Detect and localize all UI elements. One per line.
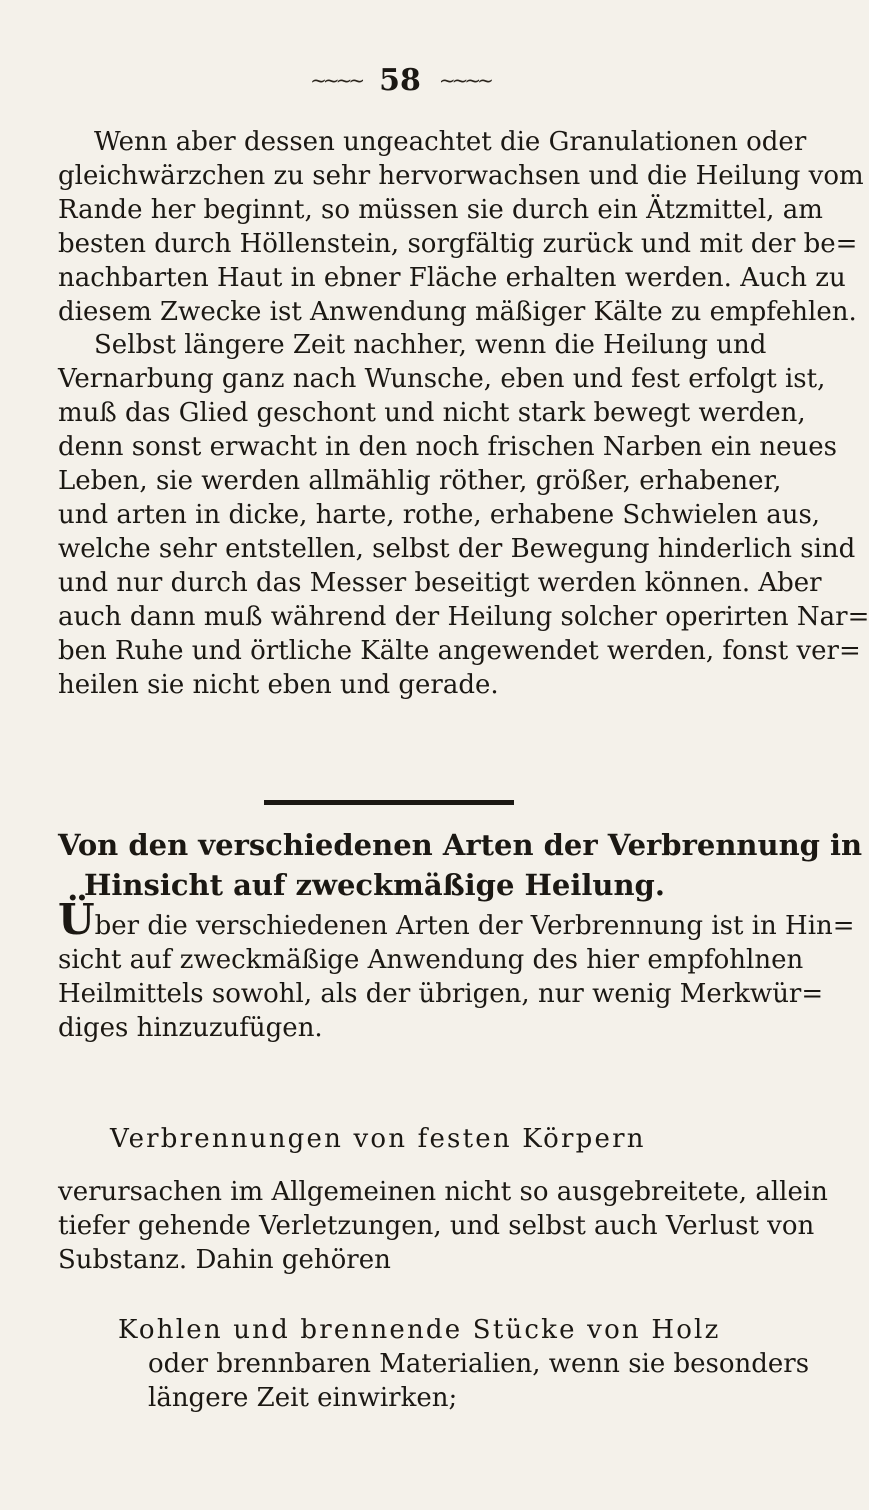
text-line: sicht auf zweckmäßige Anwendung des hier empfohlnen — [58, 944, 804, 975]
text-line: Leben, sie werden allmählig röther, größer, erhabener, — [58, 466, 782, 497]
paragraph-granulations — [58, 126, 869, 702]
text-line: und arten in dicke, harte, rothe, erhabene Schwielen aus, — [58, 499, 821, 530]
text-line: und nur durch das Messer beseitigt werden können. Aber — [58, 567, 822, 598]
heading-line-1: Von den verschiedenen Arten der Verbrennung in — [58, 828, 863, 862]
ornament-right: ~~~~ — [438, 68, 490, 92]
text-line: Heilmittels sowohl, als der übrigen, nur wenig Merkwür= — [58, 978, 824, 1009]
text-line: ben Ruhe und örtliche Kälte angewendet werden, fonst ver= — [58, 635, 861, 666]
ornament-left: ~~~~ — [310, 68, 362, 92]
text-line: Rande her beginnt, so müssen sie durch ein Ätzmittel, am — [58, 194, 823, 225]
text-line: Wenn aber dessen ungeachtet die Granulationen oder — [94, 127, 807, 157]
text-line: besten durch Höllenstein, sorgfältig zurück und mit der be= — [58, 228, 858, 259]
text-line: gleichwärzchen zu sehr hervorwachsen und die Heilung vom — [58, 160, 864, 191]
text-line: tiefer gehende Verletzungen, und selbst auch Verlust von — [58, 1210, 815, 1241]
text-line: heilen sie nicht eben und gerade. — [58, 669, 499, 700]
paragraph-solid-bodies — [58, 1176, 828, 1278]
paragraph-intro — [58, 895, 855, 1046]
page-number: 58 — [379, 62, 421, 98]
text-line: längere Zeit einwirken; — [148, 1382, 458, 1413]
text-line: oder brennbaren Materialien, wenn sie besonders — [148, 1348, 810, 1379]
text-line: auch dann muß während der Heilung solcher operirten Nar= — [58, 601, 869, 632]
section-heading — [58, 825, 863, 905]
text-line: muß das Glied geschont und nicht stark bewegt werden, — [58, 398, 806, 429]
text-line: diges hinzuzufügen. — [58, 1012, 323, 1043]
drop-cap: Ü — [58, 895, 95, 944]
heading-line-2: Hinsicht auf zweckmäßige Heilung. — [84, 868, 665, 902]
text-line: Selbst längere Zeit nachher, wenn die Heilung und — [94, 330, 767, 361]
text-line: Substanz. Dahin gehören — [58, 1244, 391, 1275]
text-line-spaced: Kohlen und brennende Stücke von Holz — [118, 1315, 721, 1345]
text-line: verursachen im Allgemeinen nicht so ausgebreitete, allein — [58, 1177, 828, 1207]
text-line-rest: ber die verschiedenen Arten der Verbrennung ist in Hin= — [94, 911, 855, 941]
section-divider — [264, 800, 514, 805]
text-line: welche sehr entstellen, selbst der Bewegung hinderlich sind — [58, 533, 856, 564]
text-line: nachbarten Haut in ebner Fläche erhalten werden. Auch zu — [58, 262, 846, 293]
text-line — [58, 895, 855, 944]
page-header — [0, 60, 800, 100]
text-line: diesem Zwecke ist Anwendung mäßiger Kälte zu empfehlen. — [58, 296, 857, 327]
text-line: denn sonst erwacht in den noch frischen Narben ein neues — [58, 432, 837, 463]
text-line: Vernarbung ganz nach Wunsche, eben und fest erfolgt ist, — [58, 364, 826, 395]
paragraph-coals — [118, 1314, 810, 1416]
subheading-solid-bodies: Verbrennungen von festen Körpern — [110, 1124, 646, 1154]
